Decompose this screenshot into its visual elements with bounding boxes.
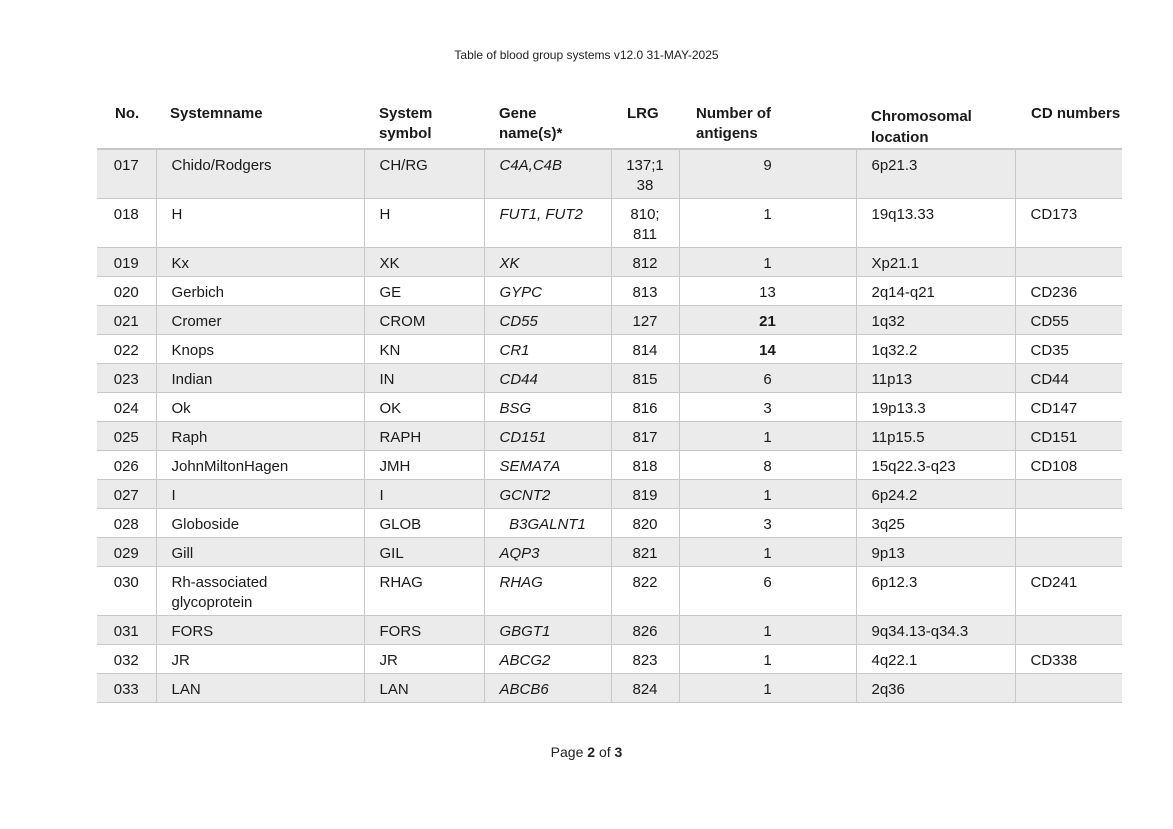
- cell-gene-name: FUT1, FUT2: [484, 198, 611, 247]
- cell-line: Cromer: [171, 312, 222, 330]
- cell-line: 820: [632, 515, 658, 533]
- cell-chromosomal-location: 6p21.3: [856, 149, 1015, 198]
- cell-line: Indian: [171, 370, 213, 388]
- cell-line: I: [171, 486, 176, 504]
- table-row: [97, 276, 1122, 305]
- cell-line: 818: [632, 457, 658, 475]
- cell-line: FORS: [171, 622, 214, 640]
- cell-line: Gill: [171, 544, 194, 562]
- cell-gene-name: AQP3: [484, 537, 611, 566]
- cell-line: 811: [633, 225, 657, 243]
- cell-chromosomal-location: 6p12.3: [856, 566, 1015, 615]
- cell-system-symbol: RAPH: [364, 421, 484, 450]
- cell-line: Raph: [171, 428, 208, 446]
- cell-number-of-antigens: 1: [679, 198, 856, 247]
- cell-chromosomal-location: Xp21.1: [856, 247, 1015, 276]
- cell-lrg: [611, 392, 679, 421]
- cell-lrg: [611, 450, 679, 479]
- cell-system-symbol: LAN: [364, 673, 484, 702]
- cell-line: 823: [632, 651, 658, 669]
- cell-number-of-antigens: 9: [679, 149, 856, 198]
- cell-gene-name: ABCB6: [484, 673, 611, 702]
- table-row: [97, 305, 1122, 334]
- cell-lrg: [611, 615, 679, 644]
- cell-line: 816: [632, 399, 658, 417]
- header-line: LRG: [627, 105, 659, 122]
- cell-no: 029: [97, 537, 156, 566]
- cell-lrg: [611, 566, 679, 615]
- cell-no: 026: [97, 450, 156, 479]
- cell-chromosomal-location: 2q36: [856, 673, 1015, 702]
- cell-systemname: [156, 615, 364, 644]
- column-header-gene-names: [484, 96, 611, 149]
- column-header-cd-numbers: [1015, 96, 1122, 149]
- cell-gene-name: ABCG2: [484, 644, 611, 673]
- cell-no: 025: [97, 421, 156, 450]
- cell-gene-name: CD55: [484, 305, 611, 334]
- cell-number-of-antigens: 6: [679, 566, 856, 615]
- cell-line: 815: [632, 370, 658, 388]
- cell-number-of-antigens: 3: [679, 508, 856, 537]
- cell-system-symbol: IN: [364, 363, 484, 392]
- cell-systemname: [156, 198, 364, 247]
- cell-gene-name: GBGT1: [484, 615, 611, 644]
- cell-no: 031: [97, 615, 156, 644]
- cell-cd-number: [1015, 247, 1122, 276]
- column-header-system-symbol: [364, 96, 484, 149]
- table-body: [97, 149, 1122, 702]
- table-row: [97, 363, 1122, 392]
- blood-group-table: [97, 96, 1122, 703]
- table-row: [97, 334, 1122, 363]
- cell-cd-number: CD55: [1015, 305, 1122, 334]
- cell-line: 817: [632, 428, 658, 446]
- cell-line: H: [171, 205, 183, 223]
- cell-system-symbol: KN: [364, 334, 484, 363]
- cell-lrg: [611, 198, 679, 247]
- cell-no: 024: [97, 392, 156, 421]
- cell-lrg: [611, 508, 679, 537]
- cell-systemname: [156, 537, 364, 566]
- cell-system-symbol: FORS: [364, 615, 484, 644]
- cell-number-of-antigens: 1: [679, 615, 856, 644]
- table-row: [97, 392, 1122, 421]
- cell-no: 022: [97, 334, 156, 363]
- total-pages: 3: [614, 744, 623, 760]
- cell-line: 813: [632, 283, 658, 301]
- column-header-number-of-antigens: [679, 96, 856, 149]
- cell-gene-name: BSG: [484, 392, 611, 421]
- cell-systemname: [156, 305, 364, 334]
- cell-system-symbol: I: [364, 479, 484, 508]
- table-row: [97, 566, 1122, 615]
- cell-lrg: [611, 421, 679, 450]
- cell-gene-name: CR1: [484, 334, 611, 363]
- page-title: Table of blood group systems v12.0 31-MAY-2025: [454, 48, 719, 62]
- column-header-lrg: [611, 96, 679, 149]
- cell-system-symbol: RHAG: [364, 566, 484, 615]
- cell-number-of-antigens: 14: [679, 334, 856, 363]
- column-header-chromosomal-location: [856, 96, 1015, 149]
- cell-systemname: [156, 450, 364, 479]
- cell-no: 028: [97, 508, 156, 537]
- cell-number-of-antigens: 1: [679, 673, 856, 702]
- cell-chromosomal-location: 9q34.13-q34.3: [856, 615, 1015, 644]
- cell-cd-number: [1015, 508, 1122, 537]
- cell-system-symbol: JR: [364, 644, 484, 673]
- cell-line: 821: [632, 544, 658, 562]
- cell-chromosomal-location: 1q32.2: [856, 334, 1015, 363]
- cell-line: JohnMiltonHagen: [171, 457, 289, 475]
- cell-line: 137;1: [626, 157, 664, 174]
- cell-system-symbol: H: [364, 198, 484, 247]
- cell-cd-number: CD236: [1015, 276, 1122, 305]
- cell-line: 826: [632, 622, 658, 640]
- cell-gene-name: B3GALNT1: [484, 508, 611, 537]
- cell-no: 032: [97, 644, 156, 673]
- table-row: [97, 421, 1122, 450]
- cell-cd-number: CD151: [1015, 421, 1122, 450]
- cell-line: Knops: [171, 341, 215, 359]
- cell-chromosomal-location: 3q25: [856, 508, 1015, 537]
- cell-no: 033: [97, 673, 156, 702]
- column-header-no: [97, 96, 156, 149]
- cell-systemname: [156, 673, 364, 702]
- cell-systemname: [156, 276, 364, 305]
- table-row: [97, 644, 1122, 673]
- header-line: symbol: [379, 125, 432, 142]
- cell-line: Chido/Rodgers: [171, 157, 272, 174]
- cell-cd-number: CD147: [1015, 392, 1122, 421]
- cell-no: 019: [97, 247, 156, 276]
- cell-line: 812: [632, 254, 658, 272]
- cell-system-symbol: GE: [364, 276, 484, 305]
- header-line: No.: [115, 105, 140, 122]
- table-row: [97, 198, 1122, 247]
- cell-number-of-antigens: 6: [679, 363, 856, 392]
- cell-system-symbol: JMH: [364, 450, 484, 479]
- cell-cd-number: CD35: [1015, 334, 1122, 363]
- cell-chromosomal-location: 19q13.33: [856, 198, 1015, 247]
- header-line: CD numbers: [1031, 105, 1121, 122]
- page-of-label: of: [595, 744, 615, 760]
- cell-system-symbol: GIL: [364, 537, 484, 566]
- cell-lrg: [611, 363, 679, 392]
- column-header-systemname: [156, 96, 364, 149]
- cell-line: Globoside: [171, 515, 240, 533]
- cell-number-of-antigens: 8: [679, 450, 856, 479]
- cell-chromosomal-location: 15q22.3-q23: [856, 450, 1015, 479]
- cell-number-of-antigens: 1: [679, 421, 856, 450]
- cell-no: 021: [97, 305, 156, 334]
- cell-cd-number: CD173: [1015, 198, 1122, 247]
- cell-line: 810;: [630, 205, 660, 223]
- cell-cd-number: CD108: [1015, 450, 1122, 479]
- cell-systemname: [156, 566, 364, 615]
- cell-no: 027: [97, 479, 156, 508]
- cell-chromosomal-location: 2q14-q21: [856, 276, 1015, 305]
- cell-line: Gerbich: [171, 283, 225, 301]
- cell-line: JR: [171, 651, 190, 669]
- cell-gene-name: CD151: [484, 421, 611, 450]
- cell-number-of-antigens: 21: [679, 305, 856, 334]
- cell-cd-number: CD338: [1015, 644, 1122, 673]
- cell-chromosomal-location: 6p24.2: [856, 479, 1015, 508]
- cell-number-of-antigens: 13: [679, 276, 856, 305]
- table-row: [97, 149, 1122, 198]
- table-row: [97, 450, 1122, 479]
- cell-systemname: [156, 479, 364, 508]
- cell-gene-name: CD44: [484, 363, 611, 392]
- cell-cd-number: CD241: [1015, 566, 1122, 615]
- cell-no: 018: [97, 198, 156, 247]
- cell-gene-name: GCNT2: [484, 479, 611, 508]
- cell-lrg: [611, 247, 679, 276]
- cell-number-of-antigens: 1: [679, 479, 856, 508]
- cell-systemname: [156, 247, 364, 276]
- cell-line: 822: [632, 573, 658, 591]
- cell-lrg: [611, 479, 679, 508]
- cell-gene-name: XK: [484, 247, 611, 276]
- cell-line: 819: [632, 486, 658, 504]
- table-row: [97, 479, 1122, 508]
- header-line: name(s)*: [499, 125, 563, 142]
- cell-lrg: [611, 305, 679, 334]
- page-label: Page: [550, 744, 588, 760]
- cell-cd-number: [1015, 673, 1122, 702]
- header-line: location: [871, 129, 929, 146]
- header-line: antigens: [696, 125, 758, 142]
- cell-cd-number: [1015, 479, 1122, 508]
- cell-cd-number: [1015, 149, 1122, 198]
- cell-lrg: [611, 276, 679, 305]
- cell-system-symbol: CH/RG: [364, 149, 484, 198]
- cell-systemname: [156, 508, 364, 537]
- page-number: [0, 744, 1173, 760]
- cell-number-of-antigens: 3: [679, 392, 856, 421]
- table-row: [97, 673, 1122, 702]
- cell-cd-number: [1015, 615, 1122, 644]
- cell-chromosomal-location: 19p13.3: [856, 392, 1015, 421]
- cell-number-of-antigens: 1: [679, 537, 856, 566]
- cell-gene-name: RHAG: [484, 566, 611, 615]
- cell-systemname: [156, 421, 364, 450]
- cell-no: 017: [97, 149, 156, 198]
- cell-gene-name: C4A,C4B: [484, 149, 611, 198]
- cell-chromosomal-location: 1q32: [856, 305, 1015, 334]
- header-line: Number of: [696, 105, 771, 122]
- table-row: [97, 508, 1122, 537]
- cell-line: Kx: [171, 254, 190, 272]
- cell-systemname: [156, 644, 364, 673]
- header-line: Systemname: [170, 105, 263, 122]
- cell-lrg: [611, 644, 679, 673]
- cell-systemname: [156, 334, 364, 363]
- header-line: System: [379, 105, 433, 122]
- cell-line: 38: [636, 177, 654, 194]
- cell-line: 814: [632, 341, 658, 359]
- table-header-row: [97, 96, 1122, 149]
- cell-system-symbol: OK: [364, 392, 484, 421]
- cell-number-of-antigens: 1: [679, 644, 856, 673]
- cell-number-of-antigens: 1: [679, 247, 856, 276]
- cell-lrg: [611, 149, 679, 198]
- cell-gene-name: SEMA7A: [484, 450, 611, 479]
- cell-line: LAN: [171, 680, 201, 698]
- cell-lrg: [611, 537, 679, 566]
- cell-line: Rh-associated: [171, 573, 268, 591]
- cell-chromosomal-location: 4q22.1: [856, 644, 1015, 673]
- cell-line: glycoprotein: [171, 593, 253, 611]
- cell-system-symbol: GLOB: [364, 508, 484, 537]
- cell-line: Ok: [171, 399, 191, 417]
- cell-no: 023: [97, 363, 156, 392]
- table-row: [97, 247, 1122, 276]
- cell-systemname: [156, 392, 364, 421]
- cell-system-symbol: XK: [364, 247, 484, 276]
- cell-line: 824: [632, 680, 658, 698]
- cell-cd-number: [1015, 537, 1122, 566]
- cell-cd-number: CD44: [1015, 363, 1122, 392]
- cell-no: 020: [97, 276, 156, 305]
- table-row: [97, 615, 1122, 644]
- cell-lrg: [611, 673, 679, 702]
- table-row: [97, 537, 1122, 566]
- cell-lrg: [611, 334, 679, 363]
- cell-line: 127: [632, 312, 658, 330]
- current-page: 2: [587, 744, 596, 760]
- cell-system-symbol: CROM: [364, 305, 484, 334]
- header-line: Chromosomal: [871, 108, 972, 125]
- cell-gene-name: GYPC: [484, 276, 611, 305]
- cell-chromosomal-location: 11p15.5: [856, 421, 1015, 450]
- cell-no: 030: [97, 566, 156, 615]
- cell-systemname: [156, 149, 364, 198]
- cell-systemname: [156, 363, 364, 392]
- cell-chromosomal-location: 9p13: [856, 537, 1015, 566]
- header-line: Gene: [499, 105, 537, 122]
- cell-chromosomal-location: 11p13: [856, 363, 1015, 392]
